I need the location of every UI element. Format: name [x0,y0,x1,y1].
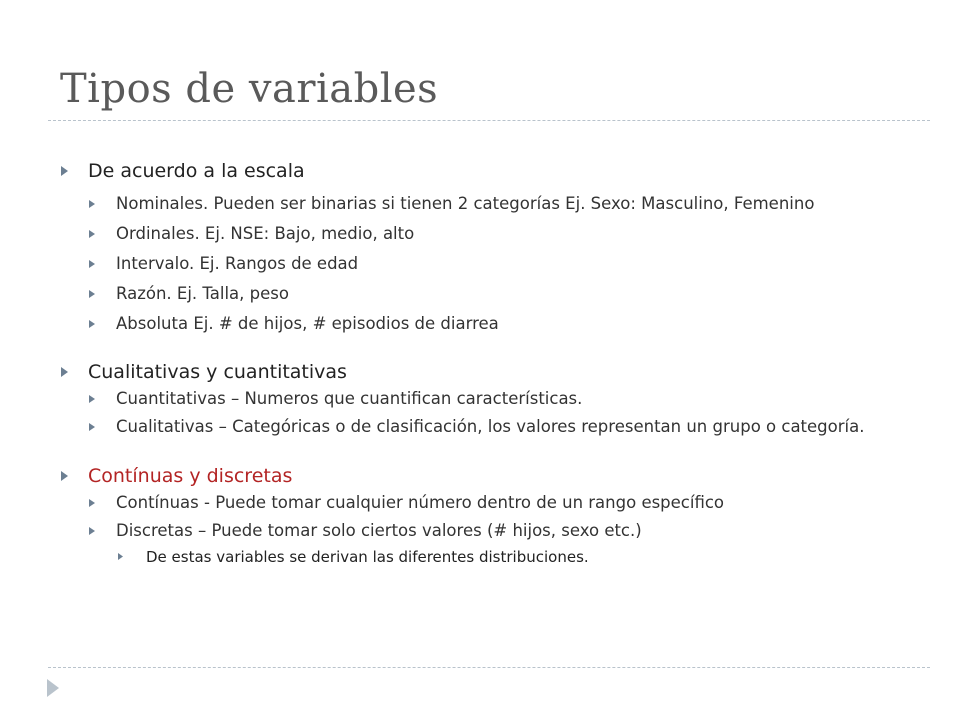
slide-title: Tipos de variables [60,66,439,112]
triangle-right-icon [88,394,96,404]
list-item [60,417,920,437]
list-item [60,254,920,274]
triangle-right-icon [88,498,96,508]
list-item-text: Absoluta Ej. # de hijos, # episodios de diarrea [116,314,499,333]
list-item [60,314,920,334]
triangle-right-icon [88,259,96,269]
triangle-right-icon [46,678,60,698]
triangle-right-icon [60,470,69,482]
list-item [60,194,920,214]
section-heading-escala [60,158,920,184]
slide-content [60,150,920,567]
section-heading-continuas [60,463,920,489]
list-item [60,521,920,541]
list-item-text: Cualitativas – Categóricas o de clasificación, los valores representan un grupo o categoría. [116,417,865,436]
sub-list-item [60,547,920,567]
list-item [60,224,920,244]
list-item-text: Discretas – Puede tomar solo ciertos valores (# hijos, sexo etc.) [116,521,642,540]
list-item-text: Intervalo. Ej. Rangos de edad [116,254,359,273]
footer-divider [48,667,930,668]
sub-list-item-text: De estas variables se derivan las diferentes distribuciones. [146,548,589,566]
triangle-right-icon [88,199,96,209]
list-item-text: Cuantitativas – Numeros que cuantifican características. [116,389,583,408]
section-heading-text: Cualitativas y cuantitativas [88,361,347,383]
triangle-right-icon [88,289,96,299]
section-heading-text: De acuerdo a la escala [88,160,305,182]
triangle-right-icon [88,526,96,536]
title-divider [48,120,930,121]
triangle-right-icon [60,366,69,378]
list-item [60,493,920,513]
section-heading-text: Contínuas y discretas [88,465,293,487]
list-item [60,389,920,409]
triangle-right-icon [88,422,96,432]
triangle-right-icon [60,165,69,177]
triangle-right-icon [88,319,96,329]
list-item-text: Ordinales. Ej. NSE: Bajo, medio, alto [116,224,415,243]
list-item [60,284,920,304]
triangle-right-icon [117,552,124,561]
section-heading-cualitativas [60,359,920,385]
list-item-text: Razón. Ej. Talla, peso [116,284,289,303]
list-item-text: Contínuas - Puede tomar cualquier número dentro de un rango específico [116,493,725,512]
triangle-right-icon [88,229,96,239]
list-item-text: Nominales. Pueden ser binarias si tienen 2 categorías Ej. Sexo: Masculino, Femenino [116,194,815,213]
